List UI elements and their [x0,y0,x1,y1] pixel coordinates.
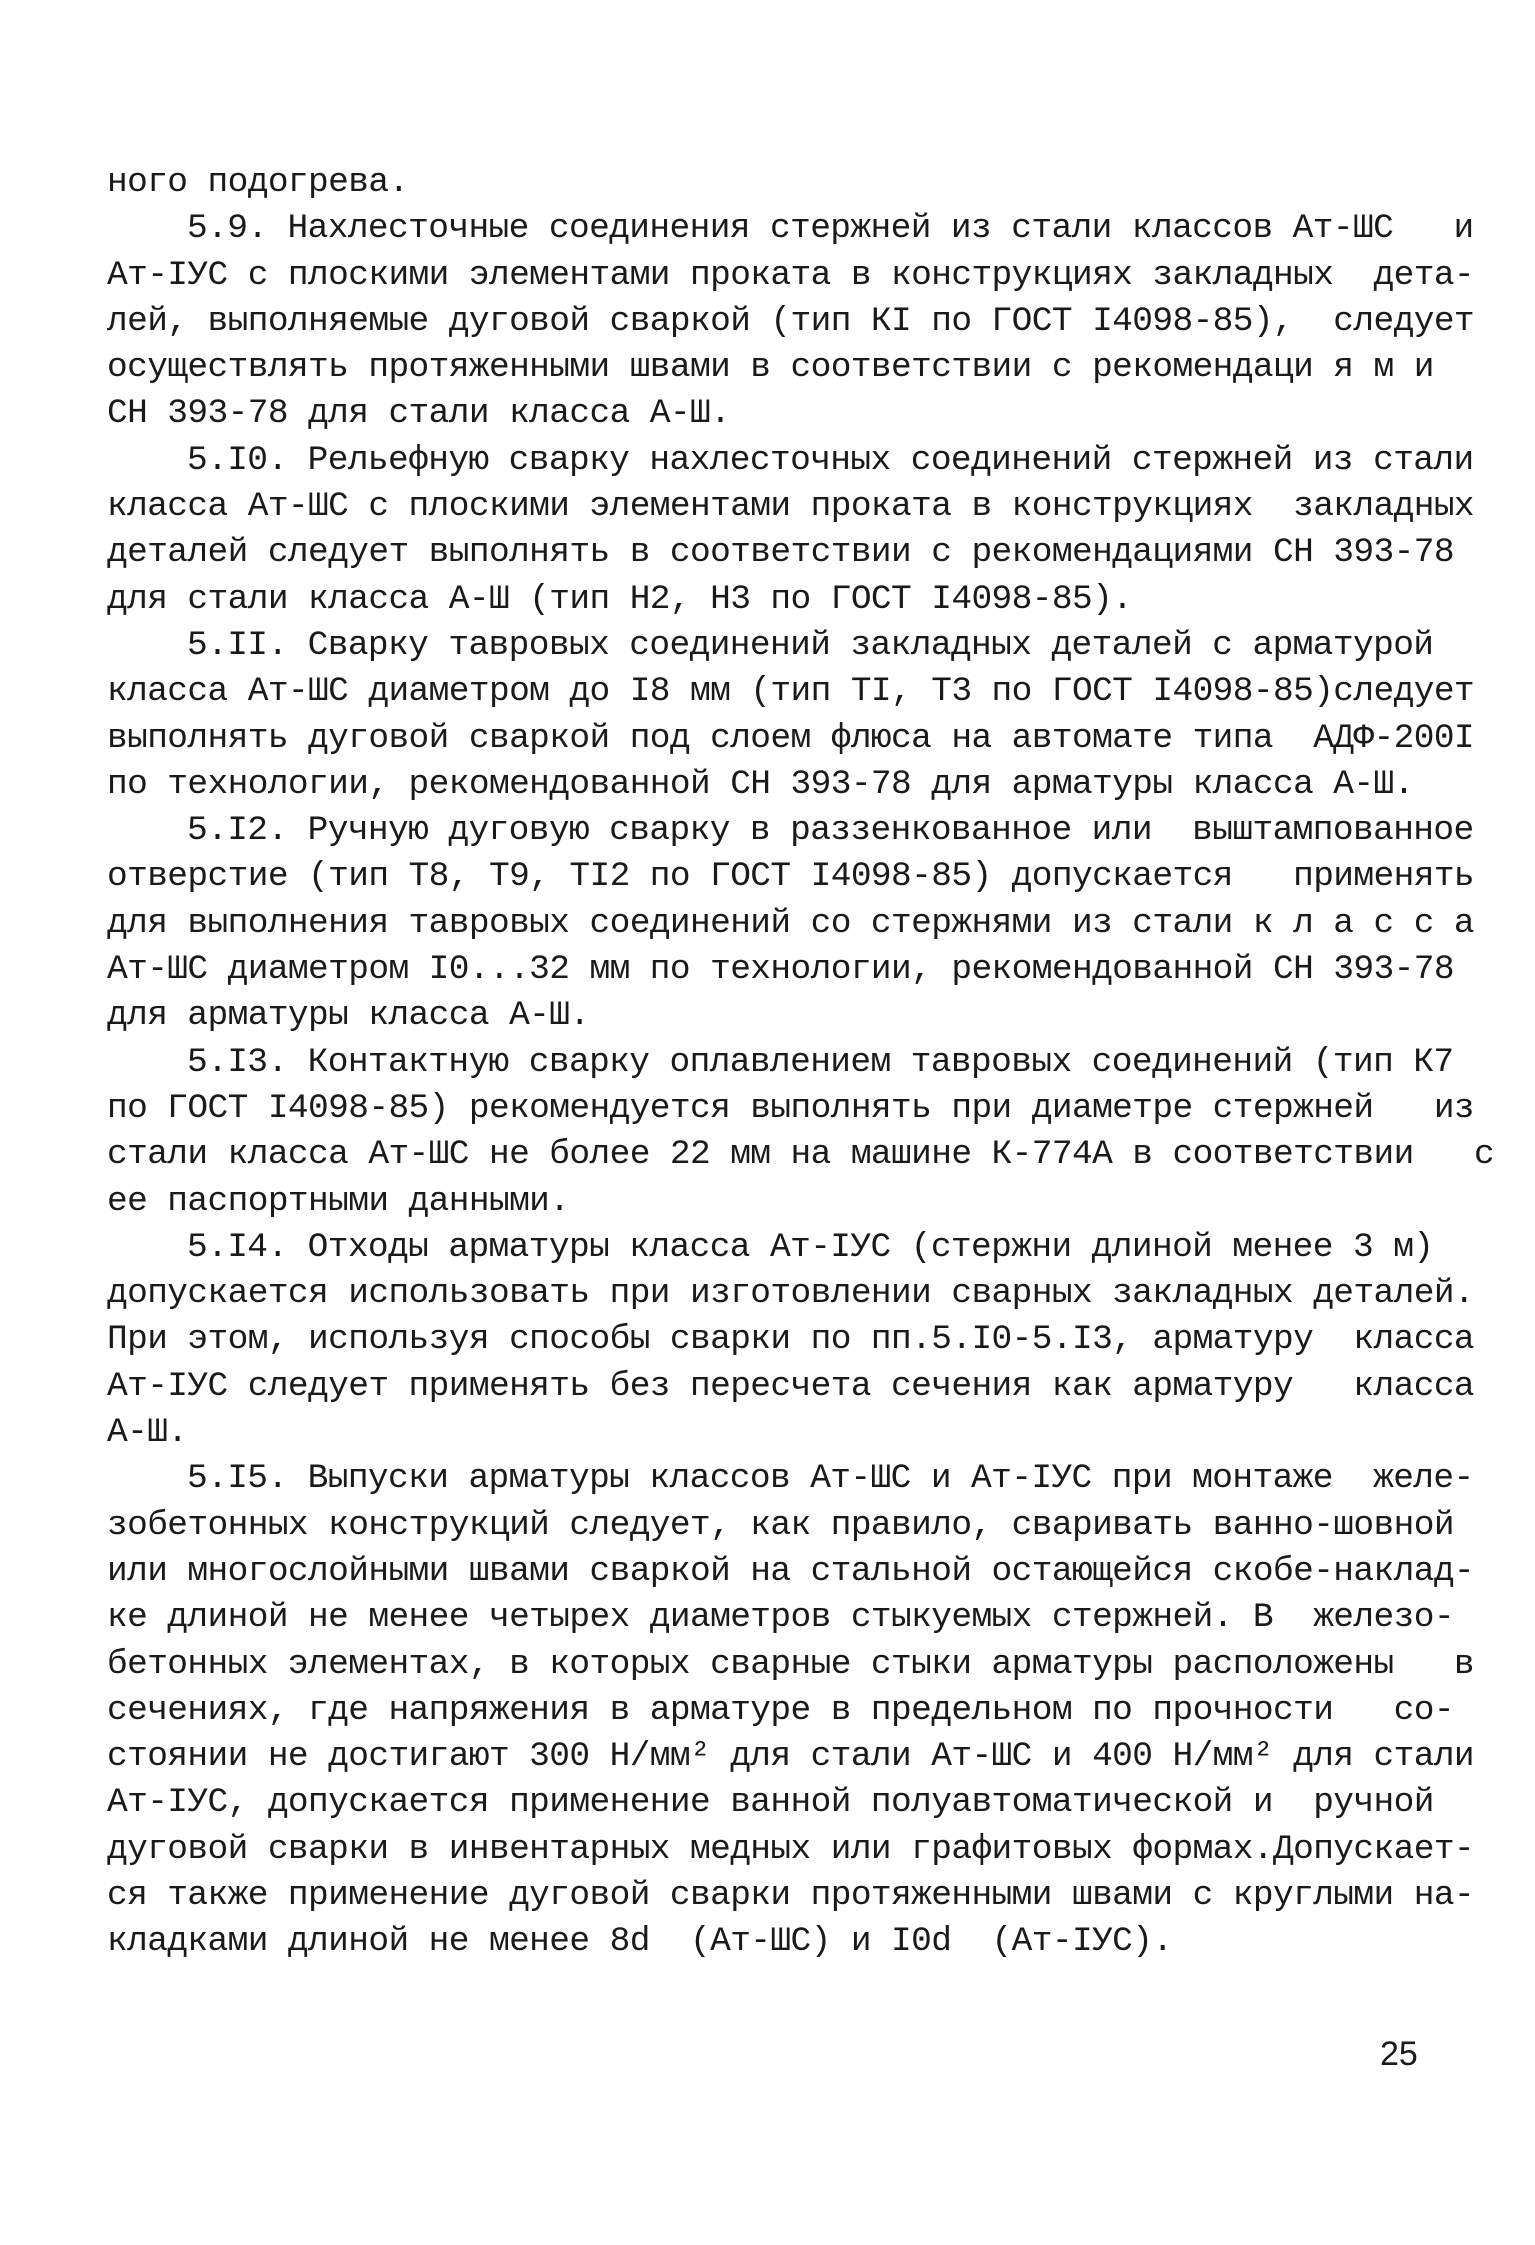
text-line: или многослойными швами сваркой на стальной остающейся скобе-наклад- [107,1551,1475,1591]
text-line: А-Ш. [107,1413,188,1453]
text-line: лей, выполняемые дуговой сваркой (тип КI по ГОСТ I4098-85), следует [107,301,1475,341]
text-line: ее паспортными данными. [107,1181,570,1221]
text-line: деталей следует выполнять в соответствии с рекомендациями СН 393-78 [107,533,1454,573]
text-line: выполнять дуговой сваркой под слоем флюса на автомате типа АДФ-200I [107,718,1475,758]
page-number: 25 [1380,2035,1418,2073]
text-line: кладками длиной не менее 8d (Ат-ШС) и I0d (Ат-IУС). [107,1922,1173,1962]
text-line: ся также применение дуговой сварки протяженными швами с круглыми на- [107,1875,1475,1915]
text-line: для стали класса А-Ш (тип Н2, Н3 по ГОСТ I4098-85). [107,579,1133,619]
text-line: СН 393-78 для стали класса А-Ш. [107,394,731,434]
text-line: дуговой сварки в инвентарных медных или графитовых формах.Допускает- [107,1829,1475,1869]
text-line: Ат-ШС диаметром I0...32 мм по технологии, рекомендованной СН 393-78 [107,950,1454,990]
text-line: по ГОСТ I4098-85) рекомендуется выполнять при диаметре стержней из [107,1088,1475,1128]
text-line: по технологии, рекомендованной СН 393-78 для арматуры класса А-Ш. [107,764,1414,804]
text-line: класса Ат-ШС с плоскими элементами проката в конструкциях закладных [107,487,1475,527]
text-line: для арматуры класса А-Ш. [107,996,590,1036]
paragraph-5-14-start: 5.I4. Отходы арматуры класса Ат-IУС (стержни длиной менее 3 м) [187,1227,1434,1267]
text-line: стали класса Ат-ШС не более 22 мм на машине К-774А в соответствии с [107,1135,1495,1175]
paragraph-5-10-start: 5.I0. Рельефную сварку нахлесточных соединений стержней из стали [187,440,1474,480]
text-line: зобетонных конструкций следует, как правило, сваривать ванно-шовной [107,1505,1454,1545]
text-line: ного подогрева. [107,163,409,202]
paragraph-5-11-start: 5.II. Сварку тавровых соединений закладных деталей с арматурой [187,625,1434,665]
paragraph-5-13-start: 5.I3. Контактную сварку оплавлением тавровых соединений (тип К7 [187,1042,1454,1082]
text-line: ке длиной не менее четырех диаметров стыкуемых стержней. В железо- [107,1598,1454,1638]
text-line: бетонных элементах, в которых сварные стыки арматуры расположены в [107,1644,1475,1684]
text-line: При этом, используя способы сварки по пп.5.I0-5.I3, арматуру класса [107,1320,1475,1360]
paragraph-5-15-start: 5.I5. Выпуски арматуры классов Ат-ШС и Ат-IУС при монтаже желе- [187,1459,1474,1499]
text-line: осуществлять протяженными швами в соответствии с рекомендаци я м и [107,348,1434,388]
text-line: Ат-IУС следует применять без пересчета сечения как арматуру класса [107,1366,1475,1406]
text-line: стоянии не достигают 300 Н/мм² для стали Ат-ШС и 400 Н/мм² для стали [107,1737,1475,1777]
text-line: допускается использовать при изготовлении сварных закладных деталей. [107,1274,1475,1314]
paragraph-5-12-start: 5.I2. Ручную дуговую сварку в раззенкованное или выштампованное [187,811,1474,851]
paragraph-5-9-start: 5.9. Нахлесточные соединения стержней из стали классов Ат-ШС и [187,209,1474,249]
text-line: Ат-IУС с плоскими элементами проката в конструкциях закладных дета- [107,255,1475,295]
text-line: отверстие (тип Т8, Т9, ТI2 по ГОСТ I4098-85) допускается применять [107,857,1475,897]
text-line: Ат-IУС, допускается применение ванной полуавтоматической и ручной [107,1783,1434,1823]
document-body [107,160,1495,1966]
text-line: сечениях, где напряжения в арматуре в предельном по прочности со- [107,1690,1454,1730]
text-line: класса Ат-ШС диаметром до I8 мм (тип ТI, Т3 по ГОСТ I4098-85)следует [107,672,1475,712]
text-line: для выполнения тавровых соединений со стержнями из стали к л а с с а [107,903,1475,943]
